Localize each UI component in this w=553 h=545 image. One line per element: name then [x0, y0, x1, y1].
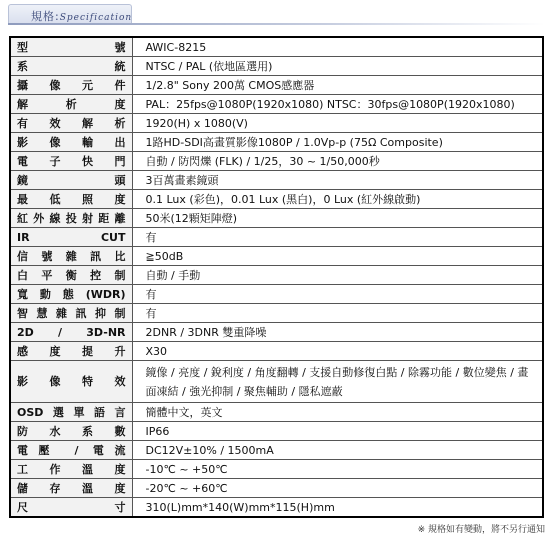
- spec-row-video-output: [10, 133, 543, 152]
- header-title-sep: :: [55, 10, 60, 23]
- spec-label: 信號雜訊比: [10, 247, 132, 266]
- spec-row-operating-temp: [10, 460, 543, 479]
- spec-label: OSD選單語言: [10, 403, 132, 422]
- spec-row-dimensions: [10, 498, 543, 518]
- spec-row-ir-distance: [10, 209, 543, 228]
- spec-header-tab: [8, 4, 132, 24]
- spec-value: 2DNR / 3DNR 雙重降噪: [132, 323, 543, 342]
- spec-row-snr: [10, 247, 543, 266]
- spec-label: 有效解析: [10, 114, 132, 133]
- spec-label: 紅外線投射距離: [10, 209, 132, 228]
- spec-value: 3百萬畫素鏡頭: [132, 171, 543, 190]
- spec-label: 攝像元件: [10, 76, 132, 95]
- header-title-en: Specification: [59, 13, 133, 23]
- spec-label: 解析度: [10, 95, 132, 114]
- header-divider: [8, 23, 545, 25]
- spec-value: IP66: [132, 422, 543, 441]
- spec-row-white-balance: [10, 266, 543, 285]
- spec-label: 尺寸: [10, 498, 132, 518]
- spec-value: 有: [132, 228, 543, 247]
- spec-label: IR CUT: [10, 228, 132, 247]
- spec-row-image-effects: [10, 361, 543, 403]
- spec-row-min-illumination: [10, 190, 543, 209]
- spec-value: 有: [132, 285, 543, 304]
- spec-value: X30: [132, 342, 543, 361]
- spec-value: -10℃ ~ +50℃: [132, 460, 543, 479]
- spec-label: 感度提升: [10, 342, 132, 361]
- spec-value: -20℃ ~ +60℃: [132, 479, 543, 498]
- spec-label: 電子快門: [10, 152, 132, 171]
- spec-label: 型號: [10, 37, 132, 57]
- spec-table: [9, 36, 544, 518]
- spec-label: 鏡頭: [10, 171, 132, 190]
- spec-row-lens: [10, 171, 543, 190]
- spec-label: 儲存溫度: [10, 479, 132, 498]
- spec-row-ir-cut: [10, 228, 543, 247]
- spec-row-noise-suppression: [10, 304, 543, 323]
- spec-row-effective-resolution: [10, 114, 543, 133]
- spec-value: NTSC / PAL (依地區選用): [132, 57, 543, 76]
- spec-value: 0.1 Lux (彩色)，0.01 Lux (黑白)，0 Lux (紅外線啟動): [132, 190, 543, 209]
- spec-label: 智慧雜訊抑制: [10, 304, 132, 323]
- spec-value: ≧50dB: [132, 247, 543, 266]
- spec-row-sensitivity: [10, 342, 543, 361]
- spec-value: 1/2.8" Sony 200萬 CMOS感應器: [132, 76, 543, 95]
- spec-value: 自動 / 手動: [132, 266, 543, 285]
- spec-label: 白平衡控制: [10, 266, 132, 285]
- header-title-zh: 規格: [31, 10, 55, 23]
- spec-label: 2D / 3D-NR: [10, 323, 132, 342]
- spec-value: 1路HD-SDI高畫質影像1080P / 1.0Vp-p (75Ω Composite): [132, 133, 543, 152]
- spec-label: 工作溫度: [10, 460, 132, 479]
- spec-value: AWIC-8215: [132, 37, 543, 57]
- spec-label: 電壓 / 電流: [10, 441, 132, 460]
- spec-row-waterproof: [10, 422, 543, 441]
- spec-label: 最低照度: [10, 190, 132, 209]
- spec-row-sensor: [10, 76, 543, 95]
- spec-row-shutter: [10, 152, 543, 171]
- spec-value: 有: [132, 304, 543, 323]
- spec-row-storage-temp: [10, 479, 543, 498]
- spec-row-wdr: [10, 285, 543, 304]
- spec-label: 系統: [10, 57, 132, 76]
- spec-value: 50米(12顆矩陣燈): [132, 209, 543, 228]
- spec-label: 影像特效: [10, 361, 132, 403]
- footnote: ※ 規格如有變動，將不另行通知: [417, 525, 545, 535]
- spec-value: PAL：25fps@1080P(1920x1080) NTSC：30fps@1080P(1920x1080): [132, 95, 543, 114]
- spec-value: 自動 / 防閃爍 (FLK) / 1/25，30 ~ 1/50,000秒: [132, 152, 543, 171]
- spec-label: 寬動態(WDR): [10, 285, 132, 304]
- spec-value: 鏡像 / 亮度 / 銳利度 / 角度翻轉 / 支援自動修復白點 / 除霧功能 / 數位變焦 / 畫面凍結 / 強光抑制 / 聚焦輔助 / 隱私遮蔽: [132, 361, 543, 403]
- spec-label: 影像輸出: [10, 133, 132, 152]
- spec-row-resolution: [10, 95, 543, 114]
- spec-row-power: [10, 441, 543, 460]
- spec-row-model: [10, 37, 543, 57]
- spec-value: DC12V±10% / 1500mA: [132, 441, 543, 460]
- spec-row-dnr: [10, 323, 543, 342]
- spec-label: 防水系數: [10, 422, 132, 441]
- spec-row-system: [10, 57, 543, 76]
- spec-value: 1920(H) x 1080(V): [132, 114, 543, 133]
- spec-value: 310(L)mm*140(W)mm*115(H)mm: [132, 498, 543, 518]
- spec-value: 簡體中文，英文: [132, 403, 543, 422]
- spec-row-osd-language: [10, 403, 543, 422]
